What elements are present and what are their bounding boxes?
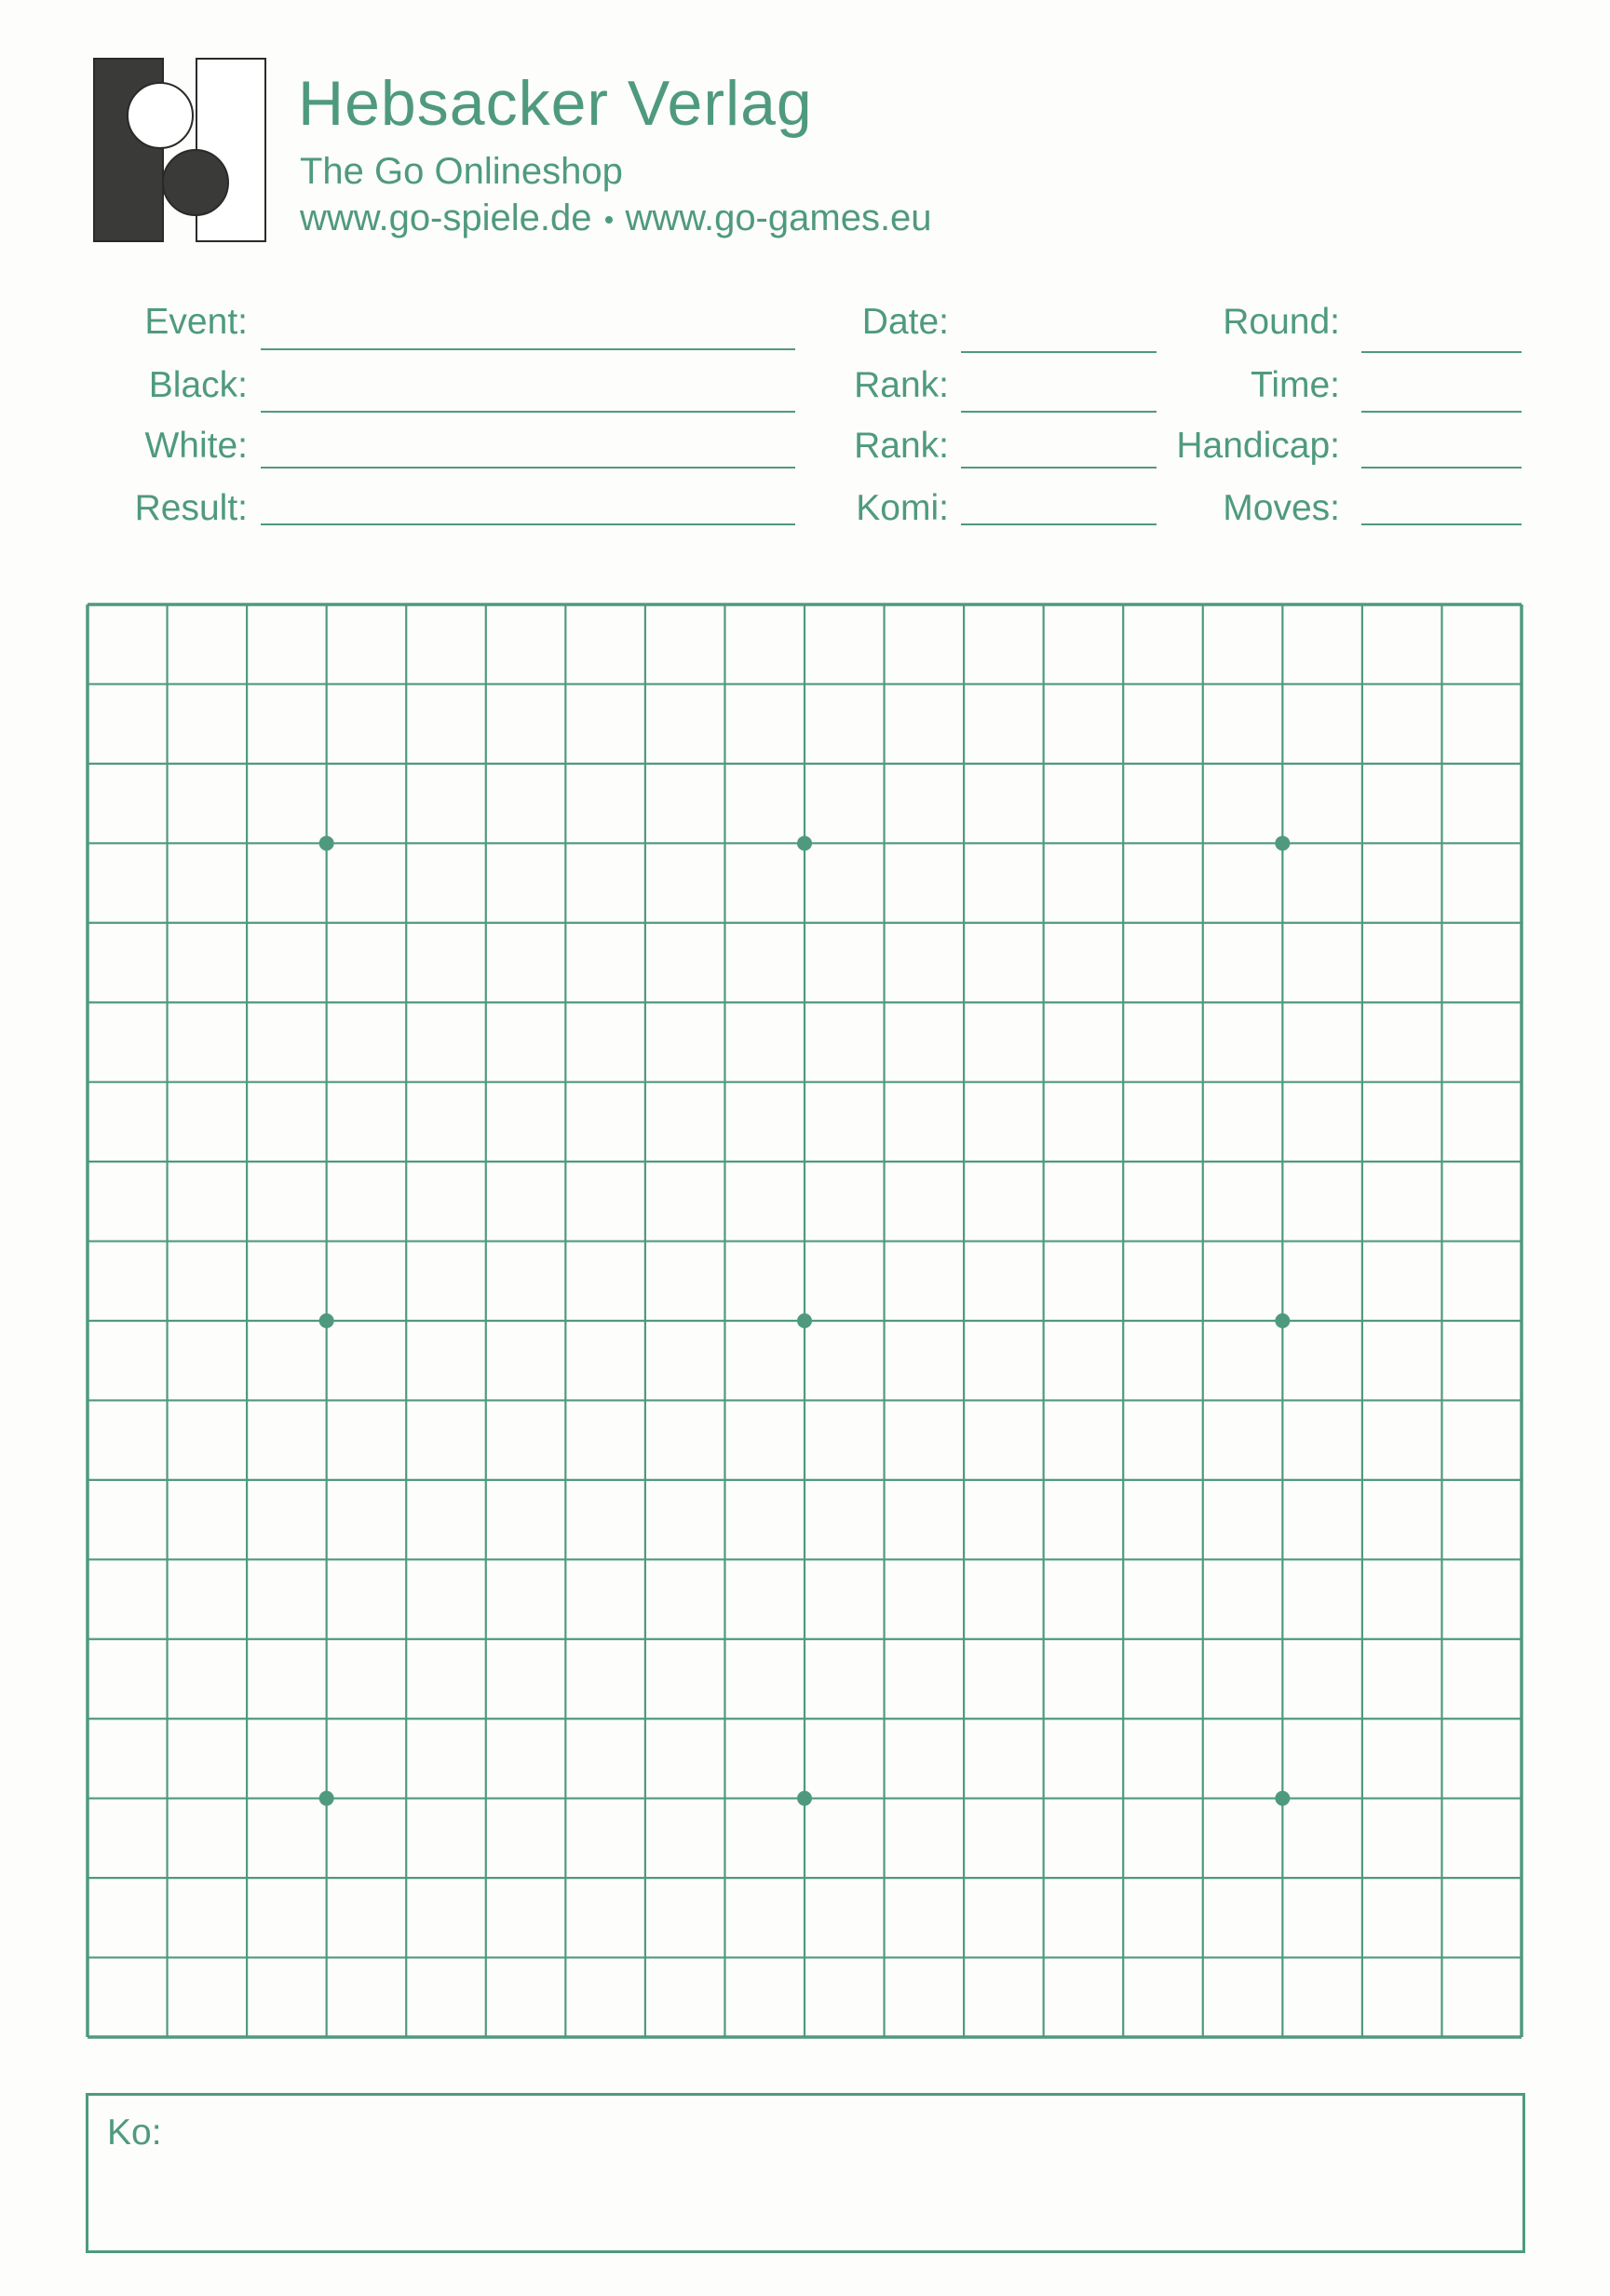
logo-black-stone-icon [162,149,229,216]
hoshi-point-icon [797,836,812,850]
moves-field[interactable] [1361,523,1522,525]
time-label: Time: [1250,365,1340,405]
komi-field[interactable] [961,523,1157,525]
url-go-games-link[interactable]: www.go-games.eu [625,197,932,238]
white-label: White: [144,426,248,466]
event-label: Event: [144,302,248,342]
handicap-field[interactable] [1361,467,1522,469]
black-white-stones-logo-icon [93,58,266,242]
brand-subtitle: The Go Onlineshop [300,151,623,192]
round-label: Round: [1223,302,1340,342]
handicap-label: Handicap: [1176,426,1340,466]
moves-label: Moves: [1223,488,1340,528]
logo-white-stone-icon [127,82,194,149]
komi-label: Komi: [856,488,949,528]
hoshi-point-icon [319,836,334,850]
hoshi-point-icon [797,1791,812,1806]
ko-label: Ko: [107,2113,162,2153]
rank-black-label: Rank: [854,365,949,405]
result-label: Result: [134,488,248,528]
hoshi-point-icon [319,1791,334,1806]
rank-white-label: Rank: [854,426,949,466]
black-player-field[interactable] [261,411,795,413]
go-board-grid[interactable] [86,603,1523,2039]
date-label: Date: [861,302,949,342]
date-field[interactable] [961,351,1157,353]
bullet-icon [605,216,613,224]
hoshi-point-icon [319,1313,334,1328]
round-field[interactable] [1361,351,1522,353]
rank-white-field[interactable] [961,467,1157,469]
hoshi-point-icon [1275,836,1290,850]
hoshi-point-icon [797,1313,812,1328]
white-player-field[interactable] [261,467,795,469]
ko-box[interactable] [86,2093,1525,2253]
hoshi-point-icon [1275,1791,1290,1806]
go-board[interactable] [86,603,1523,2039]
hoshi-point-icon [1275,1313,1290,1328]
brand-title: Hebsacker Verlag [298,68,813,139]
time-field[interactable] [1361,411,1522,413]
event-field[interactable] [261,348,795,350]
black-label: Black: [148,365,248,405]
url-go-spiele-link[interactable]: www.go-spiele.de [300,197,592,238]
result-field[interactable] [261,523,795,525]
rank-black-field[interactable] [961,411,1157,413]
brand-urls [300,197,932,239]
